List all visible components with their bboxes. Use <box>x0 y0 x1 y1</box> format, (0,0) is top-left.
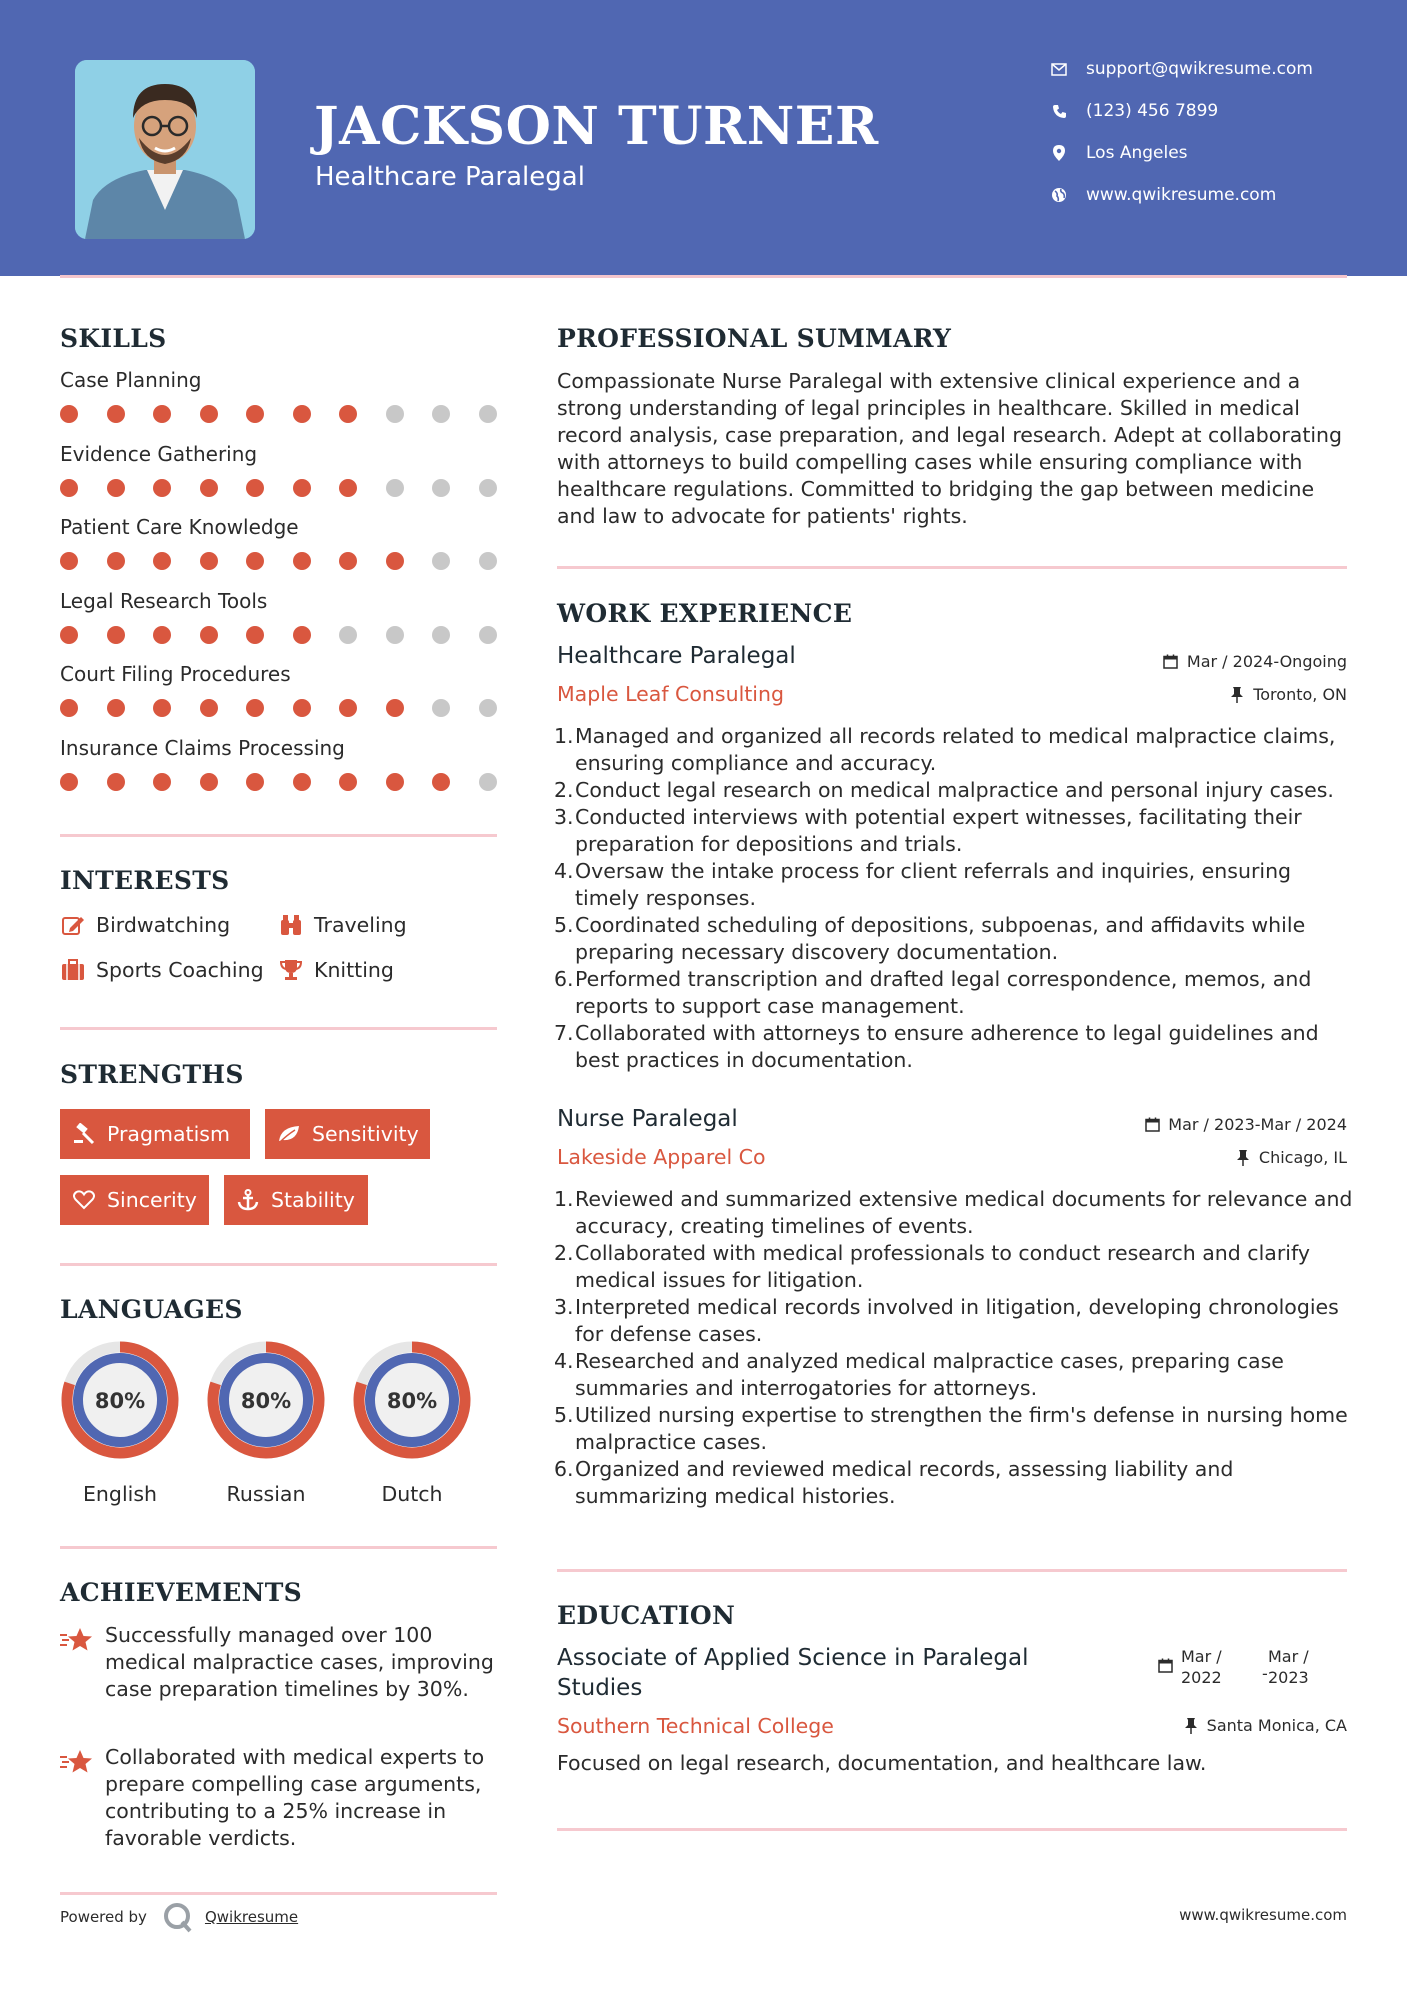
skill-dot-filled <box>246 773 264 791</box>
interest-sports-coaching: Sports Coaching <box>60 956 264 984</box>
skill-dot-filled <box>293 773 311 791</box>
education-start-date: Mar / 2022 <box>1181 1647 1222 1687</box>
envelope-icon <box>1050 60 1068 78</box>
star-icon <box>60 1626 94 1654</box>
job-date: Mar / 2023-Mar / 2024 <box>1144 1115 1347 1134</box>
responsibility-item: 2. Collaborated with medical professionals to conduct research and clarify medical issues for litigation. <box>554 1241 1310 1292</box>
job-date: Mar / 2024-Ongoing <box>1163 652 1347 671</box>
skill-dot-filled <box>339 773 357 791</box>
skill-dot-filled <box>293 405 311 423</box>
skill-rating <box>60 699 500 719</box>
skill-dot-filled <box>60 552 78 570</box>
summary-heading: PROFESSIONAL SUMMARY <box>557 324 952 353</box>
skill-rating <box>60 552 500 572</box>
skill-dot-filled <box>246 626 264 644</box>
language-item <box>204 1338 328 1506</box>
skill-rating <box>60 626 500 646</box>
skill-dot-filled <box>339 699 357 717</box>
binoculars-icon <box>278 913 304 937</box>
thumbtack-icon <box>1183 1718 1199 1734</box>
calendar-icon <box>1144 1117 1160 1133</box>
skill-dot-filled <box>107 626 125 644</box>
job-responsibilities <box>554 1186 1357 1510</box>
language-name: Russian <box>226 1482 306 1506</box>
skills-heading: SKILLS <box>60 324 167 353</box>
section-divider <box>557 1569 1347 1572</box>
skill-dot-filled <box>293 479 311 497</box>
header-divider <box>60 275 1347 278</box>
education-description: Focused on legal research, documentation, and healthcare law. <box>557 1751 1207 1775</box>
job-title: Nurse Paralegal <box>557 1106 738 1132</box>
skill-dot-filled <box>107 405 125 423</box>
date-separator: - <box>1262 1664 1268 1683</box>
qwikresume-link[interactable]: Qwikresume <box>204 1908 299 1926</box>
skill-dot-empty <box>432 699 450 717</box>
responsibility-item: 2. Conduct legal research on medical malpractice and personal injury cases. <box>554 778 1334 802</box>
skill-dot-filled <box>60 405 78 423</box>
school-name: Southern Technical College <box>557 1714 834 1738</box>
skill-dot-filled <box>200 626 218 644</box>
skill-dot-filled <box>60 479 78 497</box>
responsibility-item: 5. Utilized nursing expertise to strengthen the firm's defense in nursing home malpractice cases. <box>554 1403 1348 1454</box>
section-divider <box>557 1828 1347 1831</box>
language-ring <box>58 1338 182 1462</box>
education-heading: EDUCATION <box>557 1601 736 1630</box>
language-ring <box>350 1338 474 1462</box>
heart-icon <box>72 1188 96 1212</box>
skill-dot-filled <box>200 552 218 570</box>
skill-dot-empty <box>479 699 497 717</box>
skill-dot-empty <box>386 405 404 423</box>
language-percent: 80% <box>240 1389 292 1413</box>
skill-dot-filled <box>246 405 264 423</box>
skill-dot-empty <box>432 405 450 423</box>
skill-dot-filled <box>386 552 404 570</box>
skill-dot-filled <box>107 479 125 497</box>
resume-header <box>0 0 1407 276</box>
strength-sincerity: Sincerity <box>60 1175 209 1225</box>
interests-heading: INTERESTS <box>60 866 230 895</box>
language-name: English <box>82 1482 158 1506</box>
skill-label: Case Planning <box>60 368 202 392</box>
degree-title-cont: Studies <box>557 1675 643 1701</box>
language-item <box>350 1338 474 1506</box>
education-location: Santa Monica, CA <box>1183 1716 1347 1735</box>
achievement-item: Collaborated with medical experts to prepare compelling case arguments, contributing to a 25% increase in favorable verdicts. <box>60 1744 510 1856</box>
skill-dot-filled <box>153 699 171 717</box>
skill-dot-filled <box>432 773 450 791</box>
skill-dot-filled <box>153 479 171 497</box>
skill-dot-empty <box>479 552 497 570</box>
section-divider <box>60 1027 497 1030</box>
responsibility-item: 1. Reviewed and summarized extensive medical documents for relevance and accuracy, creating timelines of events. <box>554 1187 1353 1238</box>
skill-dot-filled <box>246 479 264 497</box>
responsibility-item: 3. Interpreted medical records involved in litigation, developing chronologies for defense cases. <box>554 1295 1339 1346</box>
calendar-icon <box>1163 654 1179 670</box>
skill-dot-filled <box>60 626 78 644</box>
achievement-item: Successfully managed over 100 medical malpractice cases, improving case preparation timelines by 30%. <box>60 1622 510 1734</box>
skill-dot-filled <box>107 773 125 791</box>
skill-label: Patient Care Knowledge <box>60 515 299 539</box>
contact-email[interactable]: support@qwikresume.com <box>1050 54 1350 84</box>
skill-dot-filled <box>153 773 171 791</box>
footer-website[interactable]: www.qwikresume.com <box>1179 1906 1347 1924</box>
candidate-title: Healthcare Paralegal <box>315 162 585 192</box>
leaf-icon <box>277 1122 301 1146</box>
skill-rating <box>60 773 500 793</box>
skill-dot-filled <box>339 552 357 570</box>
responsibility-item: 4. Oversaw the intake process for client referrals and inquiries, ensuring timely responses. <box>554 859 1292 910</box>
globe-icon <box>1050 186 1068 204</box>
skill-dot-filled <box>339 479 357 497</box>
skill-label: Court Filing Procedures <box>60 662 291 686</box>
skill-dot-filled <box>60 773 78 791</box>
skill-dot-filled <box>107 699 125 717</box>
job-responsibilities <box>554 723 1357 1074</box>
thumbtack-icon <box>1235 1150 1251 1166</box>
skill-dot-empty <box>479 773 497 791</box>
degree-title: Associate of Applied Science in Paralegal <box>557 1645 1029 1671</box>
responsibility-item: 4. Researched and analyzed medical malpractice cases, preparing case summaries and interrogatories for attorneys. <box>554 1349 1284 1400</box>
skill-dot-empty <box>479 626 497 644</box>
calendar-icon <box>1158 1658 1174 1674</box>
profile-photo <box>75 60 255 239</box>
skill-dot-filled <box>246 699 264 717</box>
skill-dot-filled <box>200 479 218 497</box>
job-location: Toronto, ON <box>1229 685 1347 704</box>
candidate-name: JACKSON TURNER <box>314 96 879 157</box>
skill-rating <box>60 405 500 425</box>
skill-dot-filled <box>386 773 404 791</box>
languages-heading: LANGUAGES <box>60 1295 243 1324</box>
skill-rating <box>60 479 500 499</box>
section-divider <box>557 566 1347 569</box>
contact-website[interactable]: www.qwikresume.com <box>1050 180 1350 210</box>
skill-dot-filled <box>386 699 404 717</box>
responsibility-item: 6. Performed transcription and drafted legal correspondence, memos, and reports to support case management. <box>554 967 1312 1018</box>
company-name: Maple Leaf Consulting <box>557 682 785 706</box>
skill-dot-filled <box>200 699 218 717</box>
skill-dot-empty <box>479 479 497 497</box>
map-marker-icon <box>1050 144 1068 162</box>
skill-dot-filled <box>339 405 357 423</box>
strength-sensitivity: Sensitivity <box>265 1109 430 1159</box>
pencil-square-icon <box>60 913 86 937</box>
skill-dot-filled <box>60 699 78 717</box>
skill-dot-filled <box>293 699 311 717</box>
interest-knitting: Knitting <box>278 956 394 984</box>
star-icon <box>60 1748 94 1776</box>
interest-birdwatching: Birdwatching <box>60 911 230 939</box>
gavel-icon <box>72 1122 96 1146</box>
skill-dot-empty <box>386 626 404 644</box>
job-title: Healthcare Paralegal <box>557 643 796 669</box>
skill-dot-empty <box>432 626 450 644</box>
responsibility-item: 6. Organized and reviewed medical records, assessing liability and summarizing medical histories. <box>554 1457 1234 1508</box>
skill-dot-filled <box>107 552 125 570</box>
skill-dot-filled <box>153 552 171 570</box>
responsibility-item: 7. Collaborated with attorneys to ensure adherence to legal guidelines and best practices in documentation. <box>554 1021 1319 1072</box>
section-divider <box>60 1892 497 1895</box>
language-percent: 80% <box>94 1389 146 1413</box>
skill-label: Insurance Claims Processing <box>60 735 345 760</box>
company-name: Lakeside Apparel Co <box>557 1145 766 1169</box>
anchor-icon <box>236 1188 260 1212</box>
skill-dot-empty <box>432 479 450 497</box>
skill-dot-empty <box>386 479 404 497</box>
responsibility-item: 3. Conducted interviews with potential expert witnesses, facilitating their preparation for depositions and trials. <box>554 805 1302 856</box>
skill-label: Evidence Gathering <box>60 441 258 466</box>
responsibility-item: 5. Coordinated scheduling of depositions, subpoenas, and affidavits while preparing necessary discovery documentation. <box>554 913 1306 964</box>
strengths-heading: STRENGTHS <box>60 1060 244 1089</box>
skill-dot-filled <box>246 552 264 570</box>
skill-dot-filled <box>200 773 218 791</box>
suitcase-icon <box>60 958 86 982</box>
strength-pragmatism: Pragmatism <box>60 1109 250 1159</box>
section-divider <box>60 834 497 837</box>
education-end-date: Mar / 2023 <box>1268 1647 1309 1687</box>
skill-dot-empty <box>339 626 357 644</box>
skill-dot-filled <box>153 626 171 644</box>
contact-location: Los Angeles <box>1050 138 1350 168</box>
achievements-heading: ACHIEVEMENTS <box>60 1578 302 1607</box>
phone-icon <box>1050 102 1068 120</box>
qwikresume-logo-icon <box>161 1900 195 1934</box>
section-divider <box>60 1263 497 1266</box>
skill-dot-empty <box>432 552 450 570</box>
language-item <box>58 1338 182 1506</box>
summary-text: Compassionate Nurse Paralegal with extensive clinical experience and a strong understanding of legal principles in healthcare. Skilled in medical record analysis, case preparation, and legal research. Adept at collaborating with attorneys to build compelling cases while ensuring compliance with healthcare regulations. Committed to bridging the gap between medicine and law to advocate for patients' rights. <box>557 369 1343 528</box>
experience-heading: WORK EXPERIENCE <box>557 599 853 628</box>
responsibility-item: 1. Managed and organized all records related to medical malpractice claims, ensuring compliance and accuracy. <box>554 724 1336 775</box>
interest-traveling: Traveling <box>278 911 407 939</box>
skill-dot-empty <box>479 405 497 423</box>
language-name: Dutch <box>381 1482 443 1506</box>
language-percent: 80% <box>386 1389 438 1413</box>
section-divider <box>60 1546 497 1549</box>
language-ring <box>204 1338 328 1462</box>
contact-phone[interactable]: (123) 456 7899 <box>1050 96 1350 126</box>
job-location: Chicago, IL <box>1235 1148 1347 1167</box>
skill-dot-filled <box>200 405 218 423</box>
skill-label: Legal Research Tools <box>60 588 268 613</box>
skill-dot-filled <box>293 626 311 644</box>
trophy-icon <box>278 958 304 982</box>
powered-by: Powered by Qwikresume <box>60 1900 298 1934</box>
skill-dot-filled <box>293 552 311 570</box>
strength-stability: Stability <box>224 1175 368 1225</box>
thumbtack-icon <box>1229 687 1245 703</box>
skill-dot-filled <box>153 405 171 423</box>
